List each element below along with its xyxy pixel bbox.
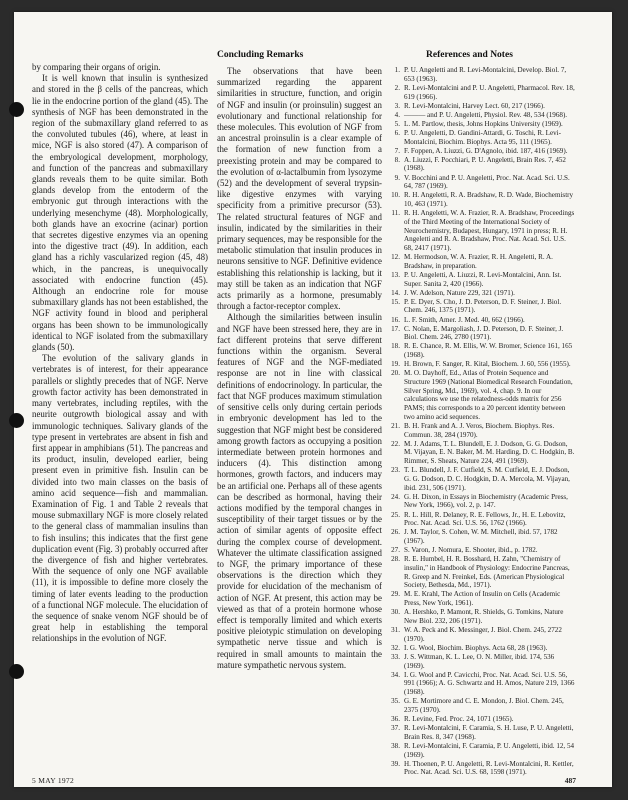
reference-text: L. M. Partlow, thesis, Johns Hopkins University (1969). bbox=[404, 119, 563, 128]
reference-item bbox=[387, 671, 575, 697]
reference-item bbox=[387, 111, 575, 120]
reference-number: 30. bbox=[391, 608, 400, 617]
reference-text: T. L. Blundell, J. F. Cutfield, S. M. Cutfield, E. J. Dodson, G. G. Dodson, D. C. Hodgkin, D. A. Mercola, M. Vijayan, ibid. 231, 506 (1971). bbox=[404, 466, 570, 492]
reference-text: H. Brown, F. Sanger, R. Kital, Biochem. J. 60, 556 (1955). bbox=[404, 360, 571, 369]
reference-item bbox=[387, 253, 575, 270]
reference-number: 21. bbox=[391, 421, 400, 430]
reference-item bbox=[387, 644, 575, 653]
reference-text: M. Hermodson, W. A. Frazier, R. H. Angeletti, R. A. Bradshaw, in preparation. bbox=[404, 253, 553, 270]
reference-number: 31. bbox=[391, 626, 400, 635]
reference-number: 6. bbox=[394, 128, 400, 137]
reference-item bbox=[387, 84, 575, 101]
reference-number: 1. bbox=[394, 66, 400, 74]
reference-number: 39. bbox=[391, 759, 400, 768]
paragraph: It is well known that insulin is synthesized and stored in the β cells of the pancreas, which lie in the endocrine portion of the gland (45). The synthesis of NGF has been demonstrated in the region of the submaxillary gland referred to as the convoluted tubules (46), where, at least in mice, NGF is also stored (47). A comparison of the embryological development, morphology, and function of the pancreas and submaxillary glands reveals them to be quite similar. Both glands develop from the entoderm of the embryonic gut through interactions with the underlying mesenchyme (48). Morphologically, both glands have an exocrine (acinar) portion that secretes digestive enzymes via an opening into the digestive tract (49). In addition, each gland has a richly vascularized region (45, 48) which, in the pancreas, is unequivocally associated with endocrine function (45). Although an endocrine role for mouse submaxillary glands has not been established, the NGF activity found in blood and peripheral organs has been shown to be immunologically identical to NGF isolated from the submaxillary glands (50). bbox=[32, 73, 208, 353]
reference-text: J. S. Wittman, K. L. Lee, O. N. Miller, ibid. 174, 536 (1969). bbox=[404, 652, 555, 670]
reference-number: 14. bbox=[391, 288, 400, 297]
reference-number: 25. bbox=[391, 510, 400, 519]
reference-number: 23. bbox=[391, 466, 400, 475]
reference-item bbox=[387, 369, 575, 421]
reference-item bbox=[387, 360, 575, 369]
reference-number: 11. bbox=[391, 209, 400, 218]
reference-text: G. H. Dixon, in Essays in Biochemistry (Academic Press, New York, 1966), vol. 2, p. 147. bbox=[404, 492, 568, 510]
reference-item bbox=[387, 129, 575, 146]
reference-number: 28. bbox=[391, 555, 400, 564]
reference-text: V. Bocchini and P. U. Angeletti, Proc. Nat. Acad. Sci. U.S. 64, 787 (1969). bbox=[404, 173, 570, 191]
reference-text: B. H. Frank and A. J. Veros, Biochem. Biophys. Res. Commun. 38, 284 (1970). bbox=[404, 421, 555, 439]
reference-item bbox=[387, 316, 575, 325]
reference-number: 35. bbox=[391, 697, 400, 706]
reference-text: S. Varon, J. Nomura, E. Shooter, ibid., p. 1782. bbox=[404, 546, 538, 555]
reference-number: 4. bbox=[394, 110, 400, 119]
reference-number: 29. bbox=[391, 590, 400, 599]
reference-number: 13. bbox=[391, 270, 400, 279]
reference-text: I. G. Wool and P. Cavicchi, Proc. Nat. Acad. Sci. U.S. 56, 991 (1966); A. G. Schwartz and H. Amos, Nature 219, 1366 (1968). bbox=[404, 670, 575, 697]
reference-item bbox=[387, 422, 575, 439]
reference-item bbox=[387, 271, 575, 288]
reference-item bbox=[387, 102, 575, 111]
reference-text: J. W. Adelson, Nature 229, 321 (1971). bbox=[404, 288, 515, 297]
reference-text: A. Liuzzi, F. Pocchiari, P. U. Angeletti, Brain Res. 7, 452 (1968). bbox=[404, 155, 566, 173]
section-heading-references: References and Notes bbox=[426, 50, 513, 60]
reference-number: 38. bbox=[391, 741, 400, 750]
reference-text: R. H. Angeletti, R. A. Bradshaw, R. D. Wade, Biochemistry 10, 463 (1971). bbox=[404, 191, 574, 209]
reference-item bbox=[387, 440, 575, 466]
reference-text: R. Levi-Montalcini, F. Caramia, S. H. Luse, P. U. Angeletti, Brain Res. 8, 347 (1968). bbox=[404, 724, 574, 741]
reference-number: 17. bbox=[391, 324, 400, 333]
binder-hole-top bbox=[9, 102, 24, 117]
reference-item bbox=[387, 724, 575, 741]
reference-number: 19. bbox=[391, 360, 400, 369]
reference-text: R. Levine, Fed. Proc. 24, 1071 (1965). bbox=[404, 715, 514, 723]
reference-number: 2. bbox=[394, 83, 400, 92]
reference-text: R. H. Angeletti, W. A. Frazier, R. A. Bradshaw, Proceedings of the Third Meeting of the International Society of Neurochemistry, Budapest, Hungary, 1971 in press; R. H. Angeletti and R. A. Bradshaw, Proc. Nat. Acad. Sci. U.S. 68, 2417 (1971). bbox=[404, 209, 575, 252]
reference-number: 36. bbox=[391, 715, 400, 723]
reference-item bbox=[387, 590, 575, 607]
binder-hole-bottom bbox=[9, 664, 24, 679]
reference-text: L. F. Smith, Amer. J. Med. 40, 662 (1966). bbox=[404, 315, 525, 324]
reference-item bbox=[387, 156, 575, 173]
reference-item bbox=[387, 742, 575, 759]
reference-item bbox=[387, 289, 575, 298]
reference-text: R. Levi-Montalcini and P. U. Angeletti, Pharmacol. Rev. 18, 619 (1966). bbox=[404, 83, 575, 101]
reference-number: 18. bbox=[391, 342, 400, 351]
reference-text: I. G. Wool, Biochim. Biophys. Acta 68, 28 (1963). bbox=[404, 643, 548, 652]
section-heading-concluding: Concluding Remarks bbox=[217, 50, 304, 60]
reference-text: R. Levi-Montalcini, Harvey Lect. 60, 217 (1966). bbox=[404, 101, 545, 110]
reference-number: 24. bbox=[391, 492, 400, 501]
reference-text: P. U. Angeletti and R. Levi-Montalcini, Develop. Biol. 7, 653 (1963). bbox=[404, 66, 567, 83]
reference-item bbox=[387, 209, 575, 253]
reference-item bbox=[387, 760, 575, 777]
reference-number: 16. bbox=[391, 315, 400, 324]
reference-item bbox=[387, 546, 575, 555]
reference-text: J. M. Taylor, S. Cohen, W. M. Mitchell, ibid. 57, 1782 (1967). bbox=[404, 528, 558, 546]
reference-text: F. Foppen, A. Liuzzi, G. D'Agnolo, ibid. 187, 416 (1969). bbox=[404, 146, 568, 155]
reference-number: 15. bbox=[391, 297, 400, 306]
column-middle bbox=[217, 66, 382, 671]
issue-date: 5 MAY 1972 bbox=[32, 776, 75, 785]
reference-number: 5. bbox=[394, 119, 400, 128]
reference-item bbox=[387, 466, 575, 492]
reference-number: 3. bbox=[394, 101, 400, 110]
paragraph: The observations that have been summarized regarding the apparent similarities in structure, function, and origin of NGF and insulin (or proinsulin) suggest an evolutionary and functional relationship for these molecules. This evolution of NGF from an ancestral proinsulin is a clear example of the formation of new function from a preexisting protein and may be compared to the evolution of α-lactalbumin from lysozyme (52) and the development of several trypsin-like digestive enzymes with varying specificity from a primitive precursor (53). The related structural features of NGF and insulin, indicated by the similarities in their primary sequences, may be responsible for the metabolic stimulation that insulin produces in neurons sensitive to NGF. Definitive evidence establishing this relationship is lacking, but it may still be taken as an indication that NGF acts primarily as a hormone, presumably through a factor-receptor complex. bbox=[217, 66, 382, 312]
reference-text: M. J. Adams, T. L. Blundell, E. J. Dodson, G. G. Dodson, M. Vijayan, E. N. Baker, M. M. Harding, D. C. Hodgkin, B. Rimmer, S. Sheats, Nature 224, 491 (1969). bbox=[404, 439, 575, 466]
reference-item bbox=[387, 147, 575, 156]
reference-number: 27. bbox=[391, 546, 400, 555]
reference-number: 8. bbox=[394, 155, 400, 164]
reference-text: W. A. Peck and K. Messinger, J. Biol. Chem. 245, 2722 (1970). bbox=[404, 626, 562, 643]
references-column bbox=[387, 66, 575, 777]
reference-item bbox=[387, 174, 575, 191]
reference-item bbox=[387, 511, 575, 528]
paragraph: Although the similarities between insulin and NGF have been stressed here, they are in fact different proteins that serve different functions within the organism. Several features of NGF and the NGF-mediated response are not in line with classical definitions of endocrinology. In particular, the fact that NGF produces maximum stimulation of sensitive cells only during certain periods in embryonic development has led to the suggestion that NGF might best be considered among growth factors as occupying a position intermediate between protein hormones and inducers (4). This distinction among hormones, growth factors, and inducers may be an artificial one. Perhaps all of these agents can be described as hormonal, having their actions modified by the temporal changes in susceptibility of their target tissues or by the action of similar agents of opposite effect during the complex course of development. Whatever the ultimate classification assigned to NGF, the primary importance of these observations is the direction which they provide for elucidation of the mechanism of action of NGF. At present, this action may be viewed as that of a protein hormone whose effect is temporally limited and which exerts positive pleiotypic stimulation on developing sympathetic nerve tissue and which is required in small amounts to maintain the mature sympathetic nervous system. bbox=[217, 312, 382, 670]
reference-number: 10. bbox=[391, 191, 400, 200]
reference-text: ——— and P. U. Angeletti, Physiol. Rev. 48, 534 (1968). bbox=[404, 110, 568, 119]
reference-text: R. E. Chance, R. M. Ellis, W. W. Bromer, Science 161, 165 (1968). bbox=[404, 342, 573, 360]
reference-text: M. O. Dayhoff, Ed., Atlas of Protein Sequence and Structure 1969 (National Biomedical Research Foundation, Silver Spring, Md., 1969), vol. 4, chap. 9. In our calculations we use the relatedness-odds matrix for 256 PAMS; this corresponds to a 20 percent identity between two amino acid sequences. bbox=[404, 369, 573, 421]
reference-item bbox=[387, 493, 575, 510]
column-left bbox=[32, 62, 208, 645]
journal-page bbox=[14, 12, 612, 787]
reference-item bbox=[387, 120, 575, 129]
reference-item bbox=[387, 555, 575, 590]
reference-number: 12. bbox=[391, 253, 400, 262]
reference-number: 34. bbox=[391, 670, 400, 679]
reference-text: P. U. Angeletti, D. Gandini-Attardi, G. Toschi, R. Levi-Montalcini, Biochim. Biophys. Acta 95, 111 (1965). bbox=[404, 128, 561, 146]
reference-text: A. Hershko, P. Mamont, R. Shields, G. Tomkins, Nature New Biol. 232, 206 (1971). bbox=[404, 608, 564, 625]
reference-item bbox=[387, 342, 575, 359]
reference-text: P. U. Angeletti, A. Liuzzi, R. Levi-Montalcini, Ann. Ist. Super. Sanita 2, 420 (1966). bbox=[404, 270, 562, 288]
reference-item bbox=[387, 653, 575, 670]
reference-item bbox=[387, 626, 575, 643]
reference-number: 32. bbox=[391, 643, 400, 652]
reference-list bbox=[387, 66, 575, 777]
reference-number: 7. bbox=[394, 146, 400, 155]
reference-item bbox=[387, 325, 575, 342]
page-number: 487 bbox=[564, 776, 576, 785]
reference-text: H. Thoenen, P. U. Angeletti, R. Levi-Montalcini, R. Kettler, Proc. Nat. Acad. Sci. U.S. 68, 1598 (1971). bbox=[404, 759, 574, 777]
reference-number: 33. bbox=[391, 652, 400, 661]
reference-text: R. Levi-Montalcini, F. Caramia, P. U. Angeletti, ibid. 12, 54 (1969). bbox=[404, 741, 575, 759]
reference-text: P. E. Dyer, S. Cho, J. D. Peterson, D. F. Steiner, J. Biol. Chem. 246, 1375 (1971). bbox=[404, 297, 562, 315]
reference-item bbox=[387, 608, 575, 625]
binder-hole-middle bbox=[9, 413, 24, 428]
reference-number: 26. bbox=[391, 528, 400, 537]
reference-text: G. E. Mortimore and C. E. Mondon, J. Biol. Chem. 245, 2375 (1970). bbox=[404, 697, 564, 714]
reference-text: R. L. Hill, R. Delaney, R. E. Fellows, Jr., H. E. Lebovitz, Proc. Nat. Acad. Sci. U.S. 56, 1762 (1966). bbox=[404, 510, 566, 528]
reference-item bbox=[387, 697, 575, 714]
reference-text: R. E. Humbel, H. R. Bosshard, H. Zahn, "Chemistry of insulin," in Handbook of Physiology: Endocrine Pancreas, R. Greep and N. Freinkel, Eds. (American Physiological Society, Bethesda, Md., 1971). bbox=[404, 555, 570, 590]
reference-item bbox=[387, 298, 575, 315]
reference-text: M. E. Krahl, The Action of Insulin on Cells (Academic Press, New York, 1961). bbox=[404, 590, 561, 608]
reference-number: 37. bbox=[391, 724, 400, 733]
paragraph: The evolution of the salivary glands in vertebrates is of interest, for their appearance parallels or slightly precedes that of NGF. Nerve growth factor activity has been demonstrated in many vertebrates, including reptiles, with the neurite outgrowth biological assay and with immunologic techniques. Salivary glands of the type present in vertebrates are absent in fish and first appear in amphibians (51). The pancreas and its product, insulin, developed earlier, being present even in primitive fish. Insulin can be divided into two main classes on the basis of amino acid sequence—fish and mammalian. Examination of Fig. 1 and Table 2 reveals that mouse submaxillary NGF is more closely related to the general class of mammalian insulins than to fish insulins; this indicates that the first gene duplication event (Fig. 3) probably occurred after the divergence of fish and higher vertebrates. With the sequence of only one NGF available (11), it is impossible to define more closely the timing of later events leading to the production of a functional NGF molecule. The elucidation of the sequence of snake venom NGF should be of great help in establishing the temporal relationships in the evolution of NGF. bbox=[32, 353, 208, 644]
paragraph: by comparing their organs of origin. bbox=[32, 62, 161, 72]
reference-number: 22. bbox=[391, 439, 400, 448]
reference-number: 20. bbox=[391, 369, 400, 378]
reference-text: C. Nolan, E. Margoliash, J. D. Peterson, D. F. Steiner, J. Biol. Chem. 246, 2780 (1971). bbox=[404, 324, 564, 342]
reference-item bbox=[387, 191, 575, 208]
reference-item bbox=[387, 66, 575, 83]
reference-number: 9. bbox=[394, 173, 400, 182]
reference-item bbox=[387, 715, 575, 724]
reference-item bbox=[387, 528, 575, 545]
